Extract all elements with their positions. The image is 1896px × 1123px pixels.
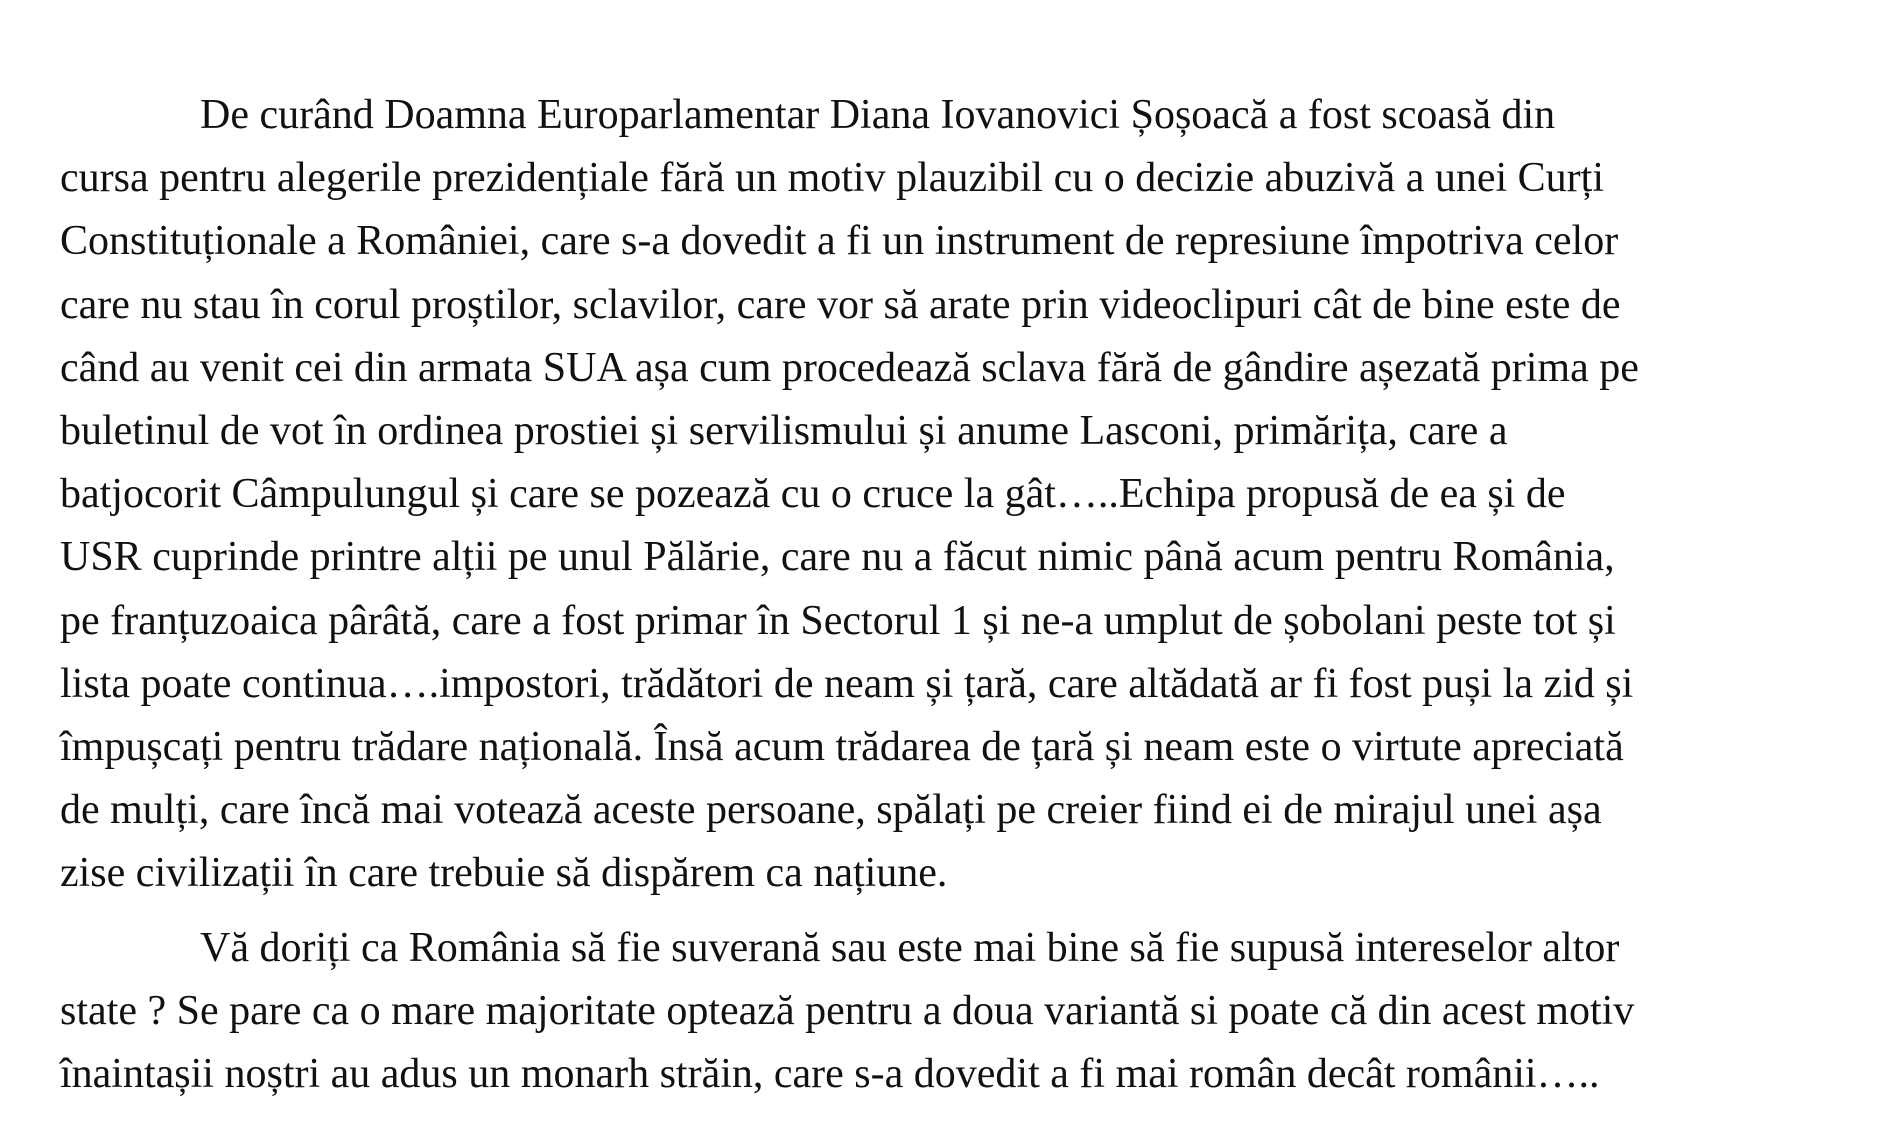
text-line: Vă doriți ca România să fie suverană sau este mai bine să fie supusă intereselor altor: [200, 924, 1620, 971]
text-line: împușcați pentru trădare națională. Însă acum trădarea de țară și neam este o virtute apreciată: [60, 724, 1624, 771]
paragraph-1: [60, 84, 1860, 906]
text-line: cursa pentru alegerile prezidențiale fără un motiv plauzibil cu o decizie abuzivă a unei Curți: [60, 155, 1604, 202]
text-line: De curând Doamna Europarlamentar Diana Iovanovici Șoșoacă a fost scoasă din: [200, 92, 1556, 138]
text-line: pe franțuzoaica pârâtă, care a fost primar în Sectorul 1 și ne-a umplut de șobolani peste tot și: [60, 597, 1616, 644]
text-line: care nu stau în corul proștilor, sclavilor, care vor să arate prin videoclipuri cât de bine este de: [60, 281, 1621, 328]
text-line: USR cuprinde printre alții pe unul Pălărie, care nu a făcut nimic până acum pentru România,: [60, 534, 1615, 581]
text-line: buletinul de vot în ordinea prostiei și servilismului și anume Lasconi, primărița, care a: [60, 408, 1508, 455]
text-line: zise civilizații în care trebuie să dispărem ca națiune.: [60, 850, 948, 897]
text-line: Constituționale a României, care s-a dovedit a fi un instrument de represiune împotriva celor: [60, 218, 1619, 265]
text-line: când au venit cei din armata SUA așa cum procedează sclava fără de gândire așezată prima pe: [60, 344, 1639, 391]
text-line: batjocorit Câmpulungul și care se pozează cu o cruce la gât…..Echipa propusă de ea și de: [60, 471, 1566, 518]
paragraph-2: [60, 917, 1860, 1107]
text-line: de mulți, care încă mai votează aceste persoane, spălați pe creier fiind ei de mirajul unei așa: [60, 787, 1602, 834]
text-line: lista poate continua….impostori, trădători de neam și țară, care altădată ar fi fost puși la zid și: [60, 660, 1634, 707]
text-line: state ? Se pare ca o mare majoritate optează pentru a doua variantă si poate că din acest motiv: [60, 987, 1635, 1034]
text-line: înaintașii noștri au adus un monarh străin, care s-a dovedit a fi mai român decât românii…..: [60, 1051, 1600, 1098]
document-body: [60, 84, 1860, 1106]
